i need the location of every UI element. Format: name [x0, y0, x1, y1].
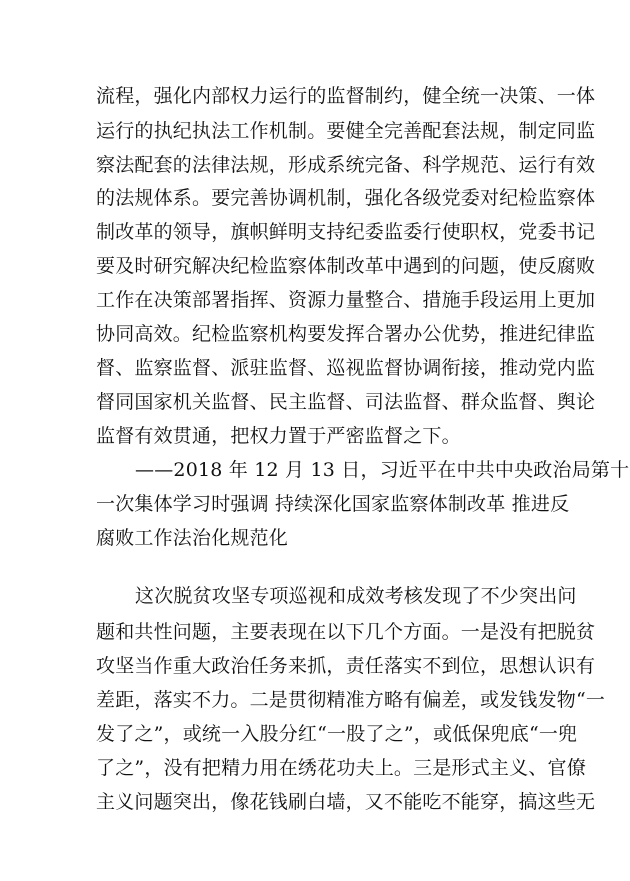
text-line: 流程，强化内部权力运行的监督制约，健全统一决策、一体 [96, 85, 596, 107]
text-line: 工作在决策部署指挥、资源力量整合、措施手段运用上更加 [96, 289, 596, 311]
source-line: ——2018 年 12 月 13 日，习近平在中共中央政治局第十 [135, 459, 630, 481]
text-line: 这次脱贫攻坚专项巡视和成效考核发现了不少突出问 [135, 585, 577, 607]
text-line: 察法配套的法律法规，形成系统完备、科学规范、运行有效 [96, 154, 596, 176]
text-line: 运行的执纪执法工作机制。要健全完善配套法规，制定同监 [96, 120, 596, 142]
text-line: 督、监察监督、派驻监督、巡视监督协调衔接，推动党内监 [96, 357, 596, 379]
text-line: 攻坚当作重大政治任务来抓，责任落实不到位，思想认识有 [96, 655, 596, 677]
text-line: 的法规体系。要完善协调机制，强化各级党委对纪检监察体 [96, 187, 596, 209]
text-line: 差距，落实不力。二是贯彻精准方略有偏差，或发钱发物“一 [96, 689, 606, 711]
text-line: 监督有效贯通，把权力置于严密监督之下。 [96, 425, 461, 447]
text-line: 了之”，没有把精力用在绣花功夫上。三是形式主义、官僚 [96, 757, 586, 779]
text-line: 主义问题突出，像花钱刷白墙，又不能吃不能穿，搞这些无 [96, 791, 596, 813]
text-line: 发了之”，或统一入股分红“一股了之”，或低保兜底“一兜 [96, 723, 578, 745]
text-line: 督同国家机关监督、民主监督、司法监督、群众监督、舆论 [96, 391, 596, 413]
text-line: 题和共性问题，主要表现在以下几个方面。一是没有把脱贫 [96, 621, 596, 643]
source-line: 腐败工作法治化规范化 [96, 527, 289, 549]
text-line: 要及时研究解决纪检监察体制改革中遇到的问题，使反腐败 [96, 255, 596, 277]
source-line: 一次集体学习时强调 持续深化国家监察体制改革 推进反 [96, 493, 570, 515]
text-line: 制改革的领导，旗帜鲜明支持纪委监委行使职权，党委书记 [96, 221, 596, 243]
text-line: 协同高效。纪检监察机构要发挥合署办公优势，推进纪律监 [96, 323, 596, 345]
